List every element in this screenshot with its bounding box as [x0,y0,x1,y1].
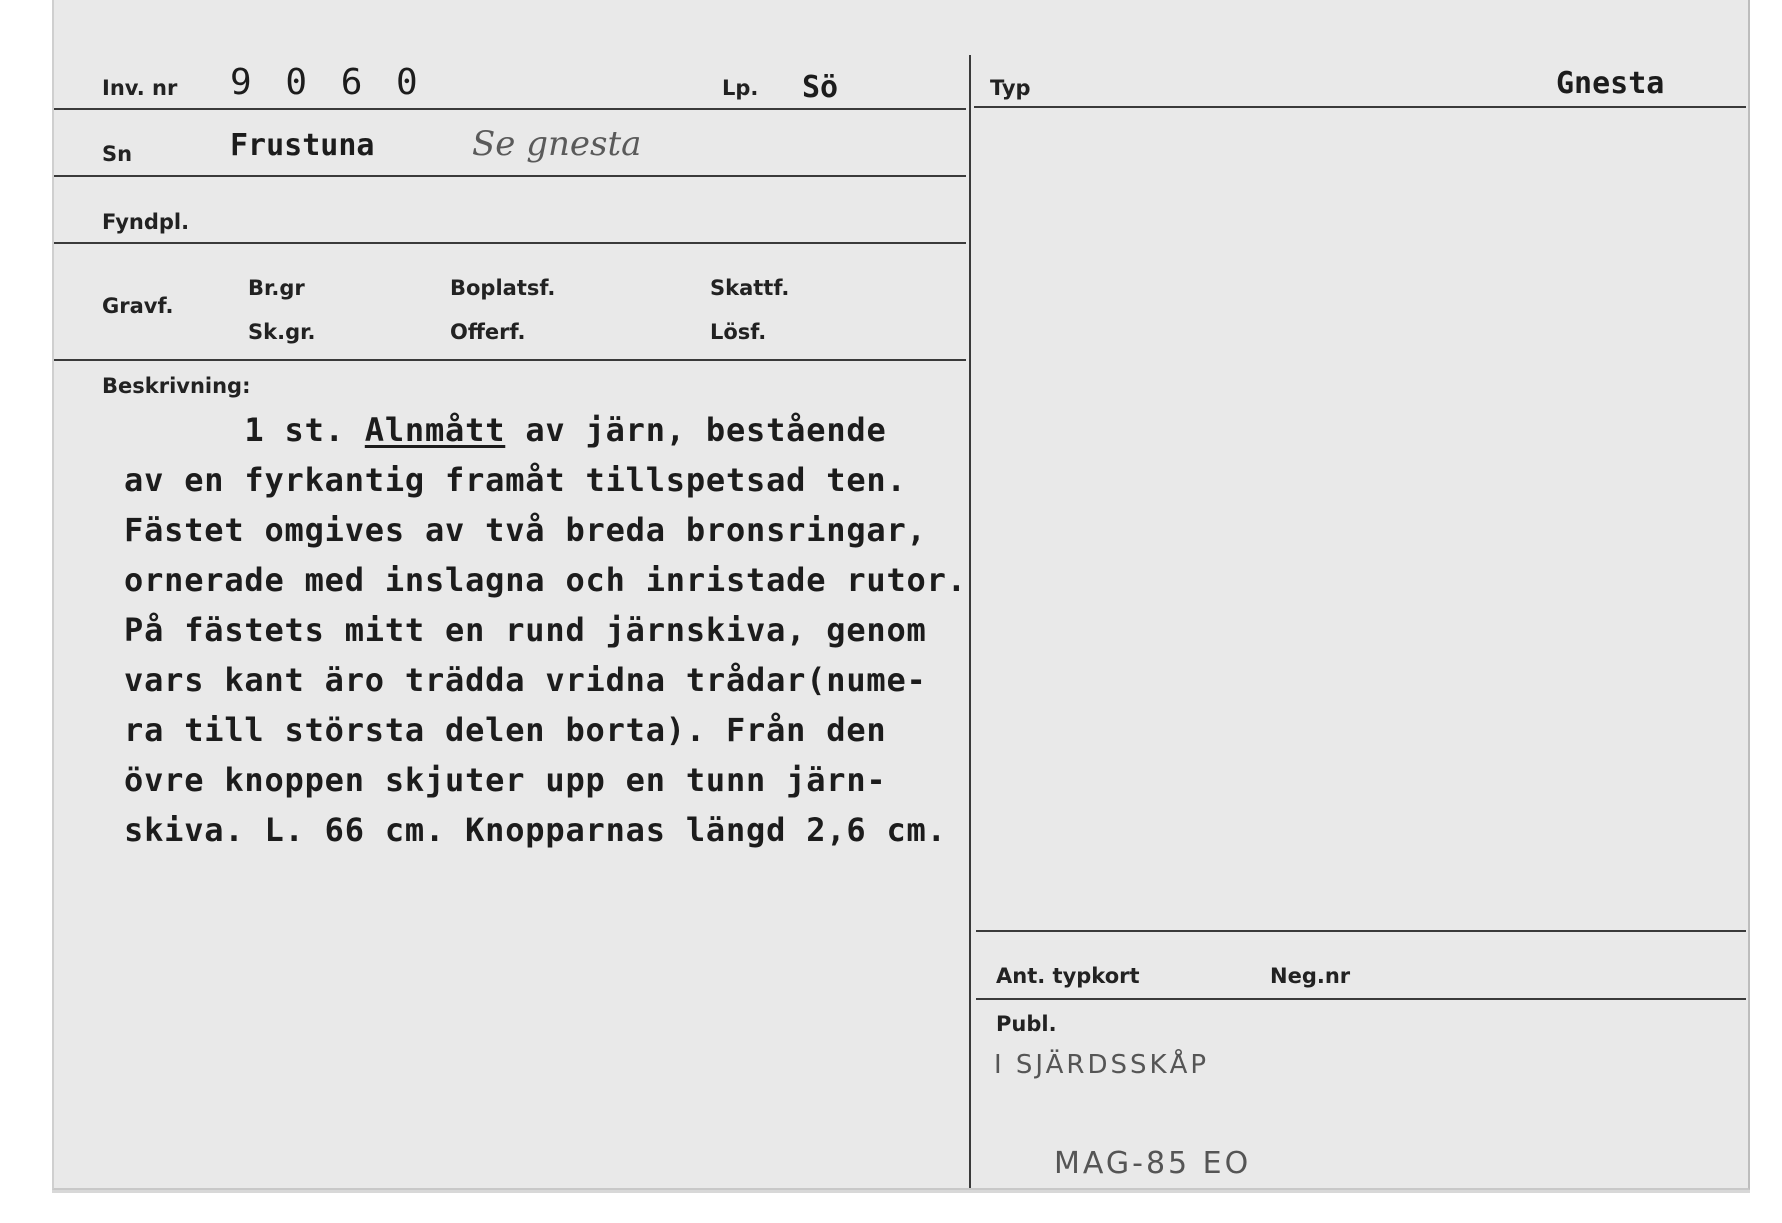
beskrivning-label: Beskrivning: [102,374,251,398]
brgr-label: Br.gr [248,276,305,300]
inv-nr-label: Inv. nr [102,76,178,100]
description-line: skiva. L. 66 cm. Knopparnas längd 2,6 cm. [124,811,947,849]
bottom-handwritten-note: MAG-85 EO [1054,1146,1252,1181]
row-divider [976,998,1746,1000]
sn-label: Sn [102,142,133,166]
description-line: av en fyrkantig framåt tillspetsad ten. [124,461,907,499]
row-divider [54,175,966,177]
sn-handwritten-note: Se gnesta [472,124,642,164]
description-line: övre knoppen skjuter upp en tunn järn- [124,761,887,799]
object-keyword: Alnmått [364,411,506,449]
row-divider [54,359,966,361]
fyndpl-label: Fyndpl. [102,210,190,234]
description-line: På fästets mitt en rund järnskiva, genom [124,611,927,649]
description-line: vars kant äro trädda vridna trådar(nume- [124,661,927,699]
lp-label: Lp. [722,76,759,100]
sn-value: Frustuna [230,128,375,163]
inv-nr-value: 9 0 6 0 [230,62,424,103]
typ-label: Typ [990,76,1031,100]
publ-handwritten-note: I SJÄRDSSKÅP [994,1050,1210,1080]
column-divider [969,55,971,1188]
row-divider [54,242,966,244]
lp-value: Sö [802,70,839,105]
skattf-label: Skattf. [710,276,790,300]
description-line: Fästet omgives av två breda bronsringar, [124,511,927,549]
skgr-label: Sk.gr. [248,320,316,344]
publ-label: Publ. [996,1012,1057,1036]
ant-typkort-label: Ant. typkort [996,964,1140,988]
boplatsf-label: Boplatsf. [450,276,556,300]
row-divider [54,108,966,110]
description-line: ornerade med inslagna och inristade rutor. [124,561,967,599]
description-text [124,405,967,855]
typ-value: Gnesta [1556,66,1665,101]
neg-nr-label: Neg.nr [1270,964,1351,988]
catalog-card [52,0,1750,1190]
row-divider [976,930,1746,932]
description-line: 1 st. Alnmått av järn, bestående [124,411,887,449]
row-divider [974,106,1746,108]
losf-label: Lösf. [710,320,767,344]
gravf-label: Gravf. [102,294,174,318]
offerf-label: Offerf. [450,320,526,344]
description-line: ra till största delen borta). Från den [124,711,887,749]
